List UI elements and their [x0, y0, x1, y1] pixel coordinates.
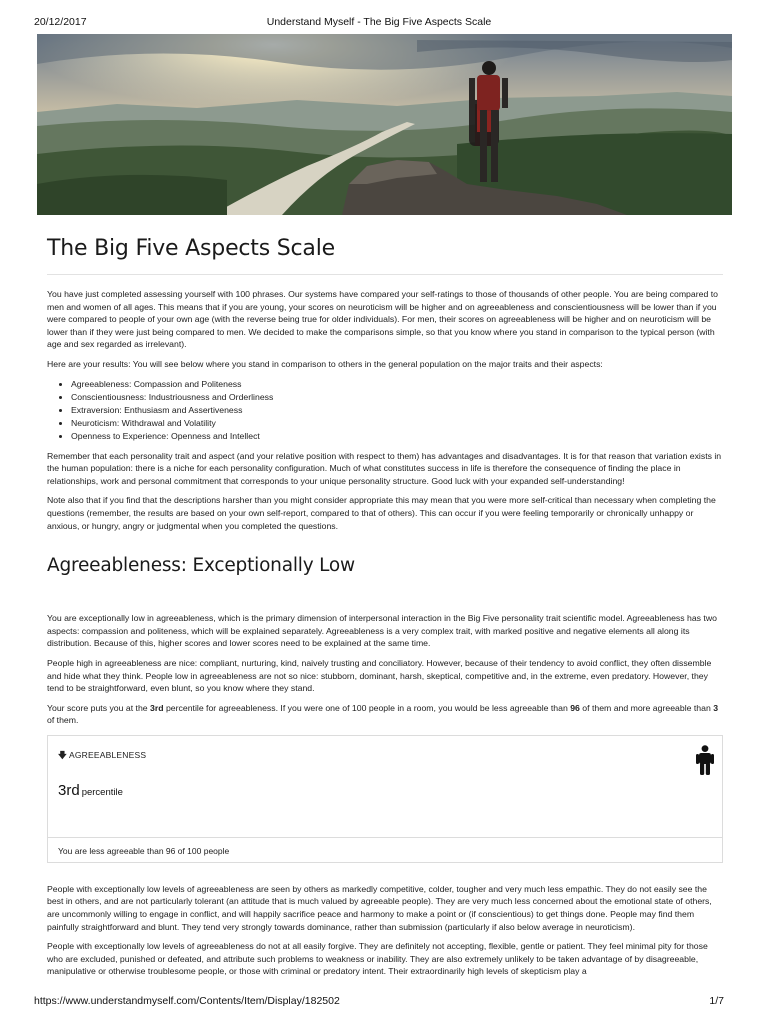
score-less-count: 96: [570, 702, 580, 713]
main-content: [47, 236, 723, 985]
agreeableness-paragraph-4: People with exceptionally low levels of agreeableness do not at all easily forgive. They are definitely not accepting, flexible, gentle or patient. They feel minimal pity for those who are excluded, punished or defeated, and attribute such problems to weakness or inability. They are also extremely unlikely to be taken advantage of by disagreeable, manipulative or otherwise troublesome people, or those with criminal or predatory intent. Their extraordinarily high levels of skepticism play a: [47, 941, 708, 977]
score-card-footer: You are less agreeable than 96 of 100 people: [48, 837, 722, 862]
trait-list: [71, 378, 723, 443]
landscape-hiker-photo: [37, 34, 732, 215]
agreeableness-score-paragraph: Your score puts you at the 3rd percentile for agreeableness. If you were one of 100 people in a room, you would be less agreeable than 96 of them and more agreeable than 3 of them.: [47, 702, 719, 726]
intro-paragraph-2: Here are your results: You will see below where you stand in comparison to others in the general population on the major traits and their aspects:: [47, 358, 603, 369]
print-date: 20/12/2017: [34, 16, 87, 28]
trait-list-item: • Openness to Experience: Openness and Intellect: [71, 430, 723, 443]
print-footer: [34, 995, 724, 1009]
trait-list-item: • Agreeableness: Compassion and Politeness: [71, 378, 723, 391]
hero-image: [37, 34, 732, 215]
score-card-label: 🡇 AGREEABLENESS: [58, 749, 147, 760]
agreeableness-paragraph-1: You are exceptionally low in agreeableness, which is the primary dimension of interpersonal interaction in the Big Five personality trait scientific model. Agreeableness has two aspects: compassion and politeness, which will be explained separately. Agreeableness is a very complex trait, with marked positive and negative elements all along its distribution. Because of this, higher scores and lower scores need to be explained at the same time.: [47, 613, 717, 649]
print-header: [34, 16, 724, 30]
title-divider: [47, 274, 723, 275]
score-card-value: 3rd percentile: [58, 781, 123, 799]
arrow-down-icon: 🡇: [58, 749, 67, 760]
score-more-count: 3: [713, 702, 719, 713]
agreeableness-paragraph-2: People high in agreeableness are nice: compliant, nurturing, kind, naively trusting and conciliatory. However, because of their tendency to avoid conflict, they often dissemble and hide what they think. People low in agreeableness are not so nice: stubborn, dominant, harsh, skeptical, competitive and, in the extreme, even predatory. However, they tend to be straightforward, even blunt, so you know where they stand.: [47, 657, 712, 694]
agreeableness-heading: Agreeableness: Exceptionally Low: [47, 555, 355, 577]
score-percentile: 3rd: [150, 702, 164, 713]
intro-paragraph-4: Note also that if you find that the descriptions harsher than you might consider appropriate this may mean that you were more self-critical than necessary when completing the questions (remember, the results are based on your own self-report, compared to that of others). This can occur if you were feeling temporarily or chronically unhappy or anxious, or hungry, angry or judgmental when you completed the questions.: [47, 495, 716, 531]
agreeableness-paragraph-3: People with exceptionally low levels of agreeableness are seen by others as markedly competitive, colder, tougher and very much less empathic. They do not easily see the best in others, and are not particularly tolerant (an attitude that is much valued by agreeable people). They are very much less concerned about the emotional state of others, are uncommonly willing to engage in conflict, and will happily sacrifice peace and harmony to make a point or (if conscientious) to get things done. People may find them painfully straightforward and blunt. They tend very strongly towards dominance, rather than submission (particularly if also below average in neuroticism).: [47, 883, 712, 932]
page-number: 1/7: [709, 995, 724, 1007]
trait-list-item: • Conscientiousness: Industriousness and Orderliness: [71, 391, 723, 404]
print-title: Understand Myself - The Big Five Aspects Scale: [266, 16, 492, 28]
trait-list-item: • Extraversion: Enthusiasm and Assertiveness: [71, 404, 723, 417]
person-icon: [696, 745, 714, 775]
print-url: https://www.understandmyself.com/Contents/Item/Display/182502: [34, 995, 340, 1007]
page-title: The Big Five Aspects Scale: [47, 236, 335, 261]
intro-paragraph-3: Remember that each personality trait and aspect (and your relative position with respect to them) has advantages and disadvantages. It is for that reason that variation exists in the human population: there is a niche for each personality configuration. Much of what constitutes success in life is therefore the consequence of finding the place in relationships, work and personal commitment that corresponds to your unique personality structure. Good luck with your expanded self-understanding!: [47, 450, 722, 486]
agreeableness-score-card: [47, 735, 723, 863]
trait-list-item: • Neuroticism: Withdrawal and Volatility: [71, 417, 723, 430]
intro-paragraph-1: You have just completed assessing yourself with 100 phrases. Our systems have compared your self-ratings to those of thousands of other people. You are being compared to men and women of all ages. This means that if you are young, your scores on neuroticism will be higher and on agreeableness and conscientiousness will be lower than if you were compared to people of your own age (with the reverse being true for older individuals). For men, their scores on agreeableness will be higher and on neuroticism will be lower than if they were just being compared to men. We decided to make the comparisons simple, so that you know where you stand in comparison to the typical person (with age and sex regarded as irrelevant).: [47, 289, 718, 350]
